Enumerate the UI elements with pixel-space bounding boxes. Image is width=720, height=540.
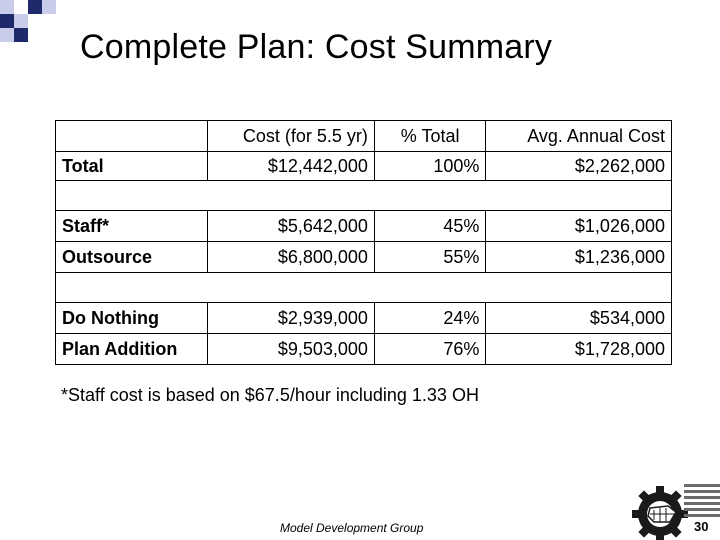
footer-text: Model Development Group xyxy=(280,521,424,535)
row-cost: $9,503,000 xyxy=(208,334,375,365)
header-cost: Cost (for 5.5 yr) xyxy=(208,121,375,152)
row-cost: $12,442,000 xyxy=(208,152,375,181)
header-label-cell xyxy=(56,121,208,152)
row-avg: $1,728,000 xyxy=(486,334,672,365)
slide-title: Complete Plan: Cost Summary xyxy=(80,28,553,66)
table-row-total xyxy=(56,152,672,181)
row-avg: $1,026,000 xyxy=(486,211,672,242)
table-spacer-row xyxy=(56,273,672,303)
page-number: 30 xyxy=(694,519,709,534)
cost-summary-table xyxy=(55,120,672,365)
header-avg-annual-cost: Avg. Annual Cost xyxy=(486,121,672,152)
footnote: *Staff cost is based on $67.5/hour including 1.33 OH xyxy=(61,385,479,405)
row-label: Do Nothing xyxy=(56,303,208,334)
spacer-cell xyxy=(56,273,672,303)
row-label: Outsource xyxy=(56,242,208,273)
row-cost: $6,800,000 xyxy=(208,242,375,273)
table-spacer-row xyxy=(56,181,672,211)
table-row-do-nothing xyxy=(56,303,672,334)
table-header-row xyxy=(56,121,672,152)
row-pct: 100% xyxy=(374,152,485,181)
row-avg: $2,262,000 xyxy=(486,152,672,181)
table-row-staff xyxy=(56,211,672,242)
table-row-outsource xyxy=(56,242,672,273)
corner-decoration xyxy=(0,0,60,45)
row-avg: $534,000 xyxy=(486,303,672,334)
row-cost: $2,939,000 xyxy=(208,303,375,334)
spacer-cell xyxy=(56,181,672,211)
header-pct-total: % Total xyxy=(374,121,485,152)
row-pct: 24% xyxy=(374,303,485,334)
row-label: Total xyxy=(56,152,208,181)
row-avg: $1,236,000 xyxy=(486,242,672,273)
row-cost: $5,642,000 xyxy=(208,211,375,242)
row-label: Staff* xyxy=(56,211,208,242)
row-pct: 55% xyxy=(374,242,485,273)
row-pct: 45% xyxy=(374,211,485,242)
table-row-plan-addition xyxy=(56,334,672,365)
row-pct: 76% xyxy=(374,334,485,365)
row-label: Plan Addition xyxy=(56,334,208,365)
